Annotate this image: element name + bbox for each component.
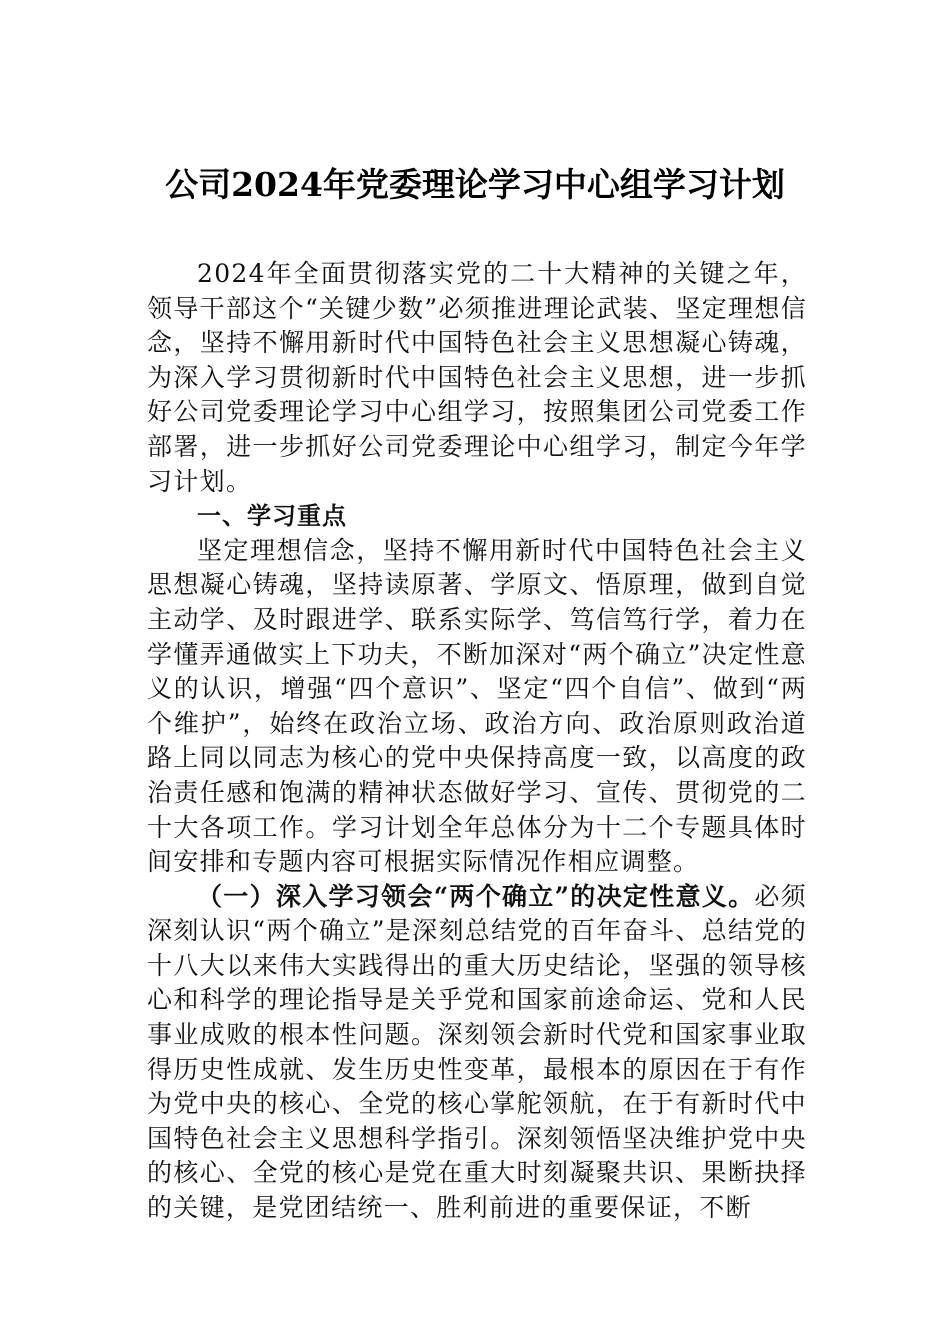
subsection-title: （一）深入学习领会“两个确立”的决定性意义。 [197, 881, 755, 911]
section-heading: 一、学习重点 [197, 502, 347, 531]
subsection-body: 必须深刻认识“两个确立”是深刻总结党的百年奋斗、总结党的十八大以来伟大实践得出的重大历史结论，坚强的领导核心和科学的理论指导是关乎党和国家前途命运、党和人民事业成败的根本性问题。深刻领会新时代党和国家事业取得历史性成就、发生历史性变革，最根本的原因在于有作为党中央的核心、全党的核心掌舵领航，在于有新时代中国特色社会主义思想科学指引。深刻领悟坚决维护党中央的核心、全党的核心是党在重大时刻凝聚共识、果断抉择的关键，是党团结统一、胜利前进的重要保证，不断 [147, 881, 807, 1223]
document-title: 公司2024年党委理论学习中心组学习计划 [165, 165, 785, 204]
subsection-paragraph [147, 880, 807, 1226]
document-body [147, 257, 807, 1226]
intro-paragraph: 2024年全面贯彻落实党的二十大精神的关键之年，领导干部这个“关键少数”必须推进理论武装、坚定理想信念，坚持不懈用新时代中国特色社会主义思想凝心铸魂，为深入学习贯彻新时代中国特色社会主义思想，进一步抓好公司党委理论学习中心组学习，按照集团公司党委工作部署，进一步抓好公司党委理论中心组学习，制定今年学习计划。 [147, 259, 807, 496]
section-paragraph: 坚定理想信念，坚持不懈用新时代中国特色社会主义思想凝心铸魂，坚持读原著、学原文、悟原理，做到自觉主动学、及时跟进学、联系实际学、笃信笃行学，着力在学懂弄通做实上下功夫，不断加深对“两个确立”决定性意义的认识，增强“四个意识”、坚定“四个自信”、做到“两个维护”，始终在政治立场、政治方向、政治原则政治道路上同以同志为核心的党中央保持高度一致，以高度的政治责任感和饱满的精神状态做好学习、宣传、贯彻党的二十大各项工作。学习计划全年总体分为十二个专题具体时间安排和专题内容可根据实际情况作相应调整。 [147, 535, 807, 877]
